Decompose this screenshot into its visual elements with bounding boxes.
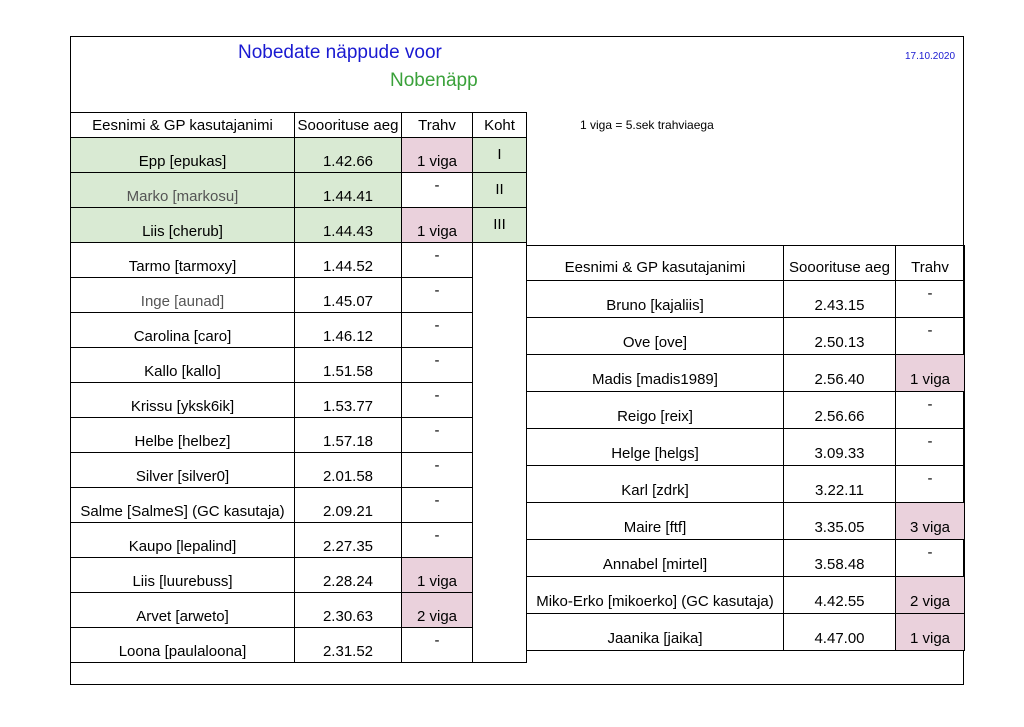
participant-name: Marko [markosu]	[71, 173, 295, 208]
finish-time: 1.51.58	[295, 348, 402, 383]
penalty-value: -	[896, 281, 965, 318]
participant-name: Annabel [mirtel]	[527, 540, 784, 577]
place-value	[473, 278, 527, 313]
column-header-name: Eesnimi & GP kasutajanimi	[527, 246, 784, 281]
participant-name: Epp [epukas]	[71, 138, 295, 173]
finish-time: 1.42.66	[295, 138, 402, 173]
table-row	[527, 577, 965, 614]
participant-name: Loona [paulaloona]	[71, 628, 295, 663]
table-row	[71, 348, 527, 383]
table-header-row	[71, 113, 527, 138]
place-value	[473, 558, 527, 593]
table-row	[71, 208, 527, 243]
table-row	[71, 453, 527, 488]
finish-time: 4.42.55	[784, 577, 896, 614]
table-row	[71, 523, 527, 558]
table-row	[71, 278, 527, 313]
participant-name: Liis [luurebuss]	[71, 558, 295, 593]
place-value	[473, 488, 527, 523]
finish-time: 2.01.58	[295, 453, 402, 488]
penalty-value: -	[402, 453, 473, 488]
results-table-left	[70, 112, 527, 663]
finish-time: 4.47.00	[784, 614, 896, 651]
results-table-right	[526, 245, 965, 651]
column-header-time: Sooorituse aeg	[295, 113, 402, 138]
penalty-value: 1 viga	[896, 614, 965, 651]
penalty-value: 2 viga	[402, 593, 473, 628]
finish-time: 2.56.66	[784, 392, 896, 429]
penalty-value: -	[402, 348, 473, 383]
participant-name: Ove [ove]	[527, 318, 784, 355]
participant-name: Miko-Erko [mikoerko] (GC kasutaja)	[527, 577, 784, 614]
finish-time: 1.44.41	[295, 173, 402, 208]
page-title: Nobedate näppude voor	[238, 42, 442, 63]
table-header-row	[527, 246, 965, 281]
place-value	[473, 313, 527, 348]
column-header-penalty: Trahv	[896, 246, 965, 281]
participant-name: Arvet [arweto]	[71, 593, 295, 628]
penalty-value: -	[896, 540, 965, 577]
participant-name: Karl [zdrk]	[527, 466, 784, 503]
finish-time: 2.09.21	[295, 488, 402, 523]
place-value	[473, 523, 527, 558]
place-value	[473, 348, 527, 383]
table-row	[71, 383, 527, 418]
participant-name: Tarmo [tarmoxy]	[71, 243, 295, 278]
table-row	[71, 313, 527, 348]
table-row	[527, 392, 965, 429]
participant-name: Helbe [helbez]	[71, 418, 295, 453]
finish-time: 2.43.15	[784, 281, 896, 318]
table-row	[527, 614, 965, 651]
page-subtitle: Nobenäpp	[390, 70, 478, 91]
finish-time: 3.09.33	[784, 429, 896, 466]
finish-time: 2.50.13	[784, 318, 896, 355]
penalty-value: 1 viga	[402, 558, 473, 593]
event-date: 17.10.2020	[905, 51, 956, 62]
table-row	[527, 466, 965, 503]
penalty-value: 3 viga	[896, 503, 965, 540]
table-row	[71, 488, 527, 523]
place-value	[473, 418, 527, 453]
penalty-value: -	[402, 173, 473, 208]
penalty-value: -	[402, 488, 473, 523]
penalty-value: 1 viga	[402, 208, 473, 243]
finish-time: 1.44.43	[295, 208, 402, 243]
finish-time: 1.44.52	[295, 243, 402, 278]
table-row	[71, 173, 527, 208]
finish-time: 2.30.63	[295, 593, 402, 628]
participant-name: Jaanika [jaika]	[527, 614, 784, 651]
penalty-value: -	[402, 278, 473, 313]
participant-name: Bruno [kajaliis]	[527, 281, 784, 318]
finish-time: 2.28.24	[295, 558, 402, 593]
penalty-value: -	[402, 523, 473, 558]
table-row	[527, 429, 965, 466]
penalty-value: -	[402, 628, 473, 663]
place-value: II	[473, 173, 527, 208]
participant-name: Kallo [kallo]	[71, 348, 295, 383]
table-row	[527, 540, 965, 577]
column-header-place: Koht	[473, 113, 527, 138]
participant-name: Carolina [caro]	[71, 313, 295, 348]
place-value	[473, 383, 527, 418]
table-row	[71, 628, 527, 663]
finish-time: 1.57.18	[295, 418, 402, 453]
penalty-value: -	[896, 466, 965, 503]
place-value	[473, 243, 527, 278]
finish-time: 3.58.48	[784, 540, 896, 577]
penalty-value: -	[896, 318, 965, 355]
table-row	[71, 243, 527, 278]
table-row	[71, 558, 527, 593]
finish-time: 2.31.52	[295, 628, 402, 663]
finish-time: 2.56.40	[784, 355, 896, 392]
participant-name: Inge [aunad]	[71, 278, 295, 313]
finish-time: 1.45.07	[295, 278, 402, 313]
table-row	[71, 593, 527, 628]
penalty-note: 1 viga = 5.sek trahviaega	[580, 118, 714, 132]
finish-time: 2.27.35	[295, 523, 402, 558]
penalty-value: -	[402, 383, 473, 418]
table-row	[527, 503, 965, 540]
column-header-name: Eesnimi & GP kasutajanimi	[71, 113, 295, 138]
place-value	[473, 453, 527, 488]
participant-name: Liis [cherub]	[71, 208, 295, 243]
participant-name: Krissu [yksk6ik]	[71, 383, 295, 418]
finish-time: 3.22.11	[784, 466, 896, 503]
column-header-penalty: Trahv	[402, 113, 473, 138]
table-row	[71, 418, 527, 453]
finish-time: 1.53.77	[295, 383, 402, 418]
table-row	[527, 318, 965, 355]
place-value	[473, 628, 527, 663]
participant-name: Kaupo [lepalind]	[71, 523, 295, 558]
penalty-value: 2 viga	[896, 577, 965, 614]
participant-name: Salme [SalmeS] (GC kasutaja)	[71, 488, 295, 523]
participant-name: Silver [silver0]	[71, 453, 295, 488]
participant-name: Helge [helgs]	[527, 429, 784, 466]
penalty-value: 1 viga	[896, 355, 965, 392]
penalty-value: -	[402, 313, 473, 348]
participant-name: Maire [ftf]	[527, 503, 784, 540]
penalty-value: -	[402, 418, 473, 453]
column-header-time: Sooorituse aeg	[784, 246, 896, 281]
table-row	[71, 138, 527, 173]
place-value	[473, 593, 527, 628]
participant-name: Madis [madis1989]	[527, 355, 784, 392]
place-value: I	[473, 138, 527, 173]
penalty-value: -	[896, 392, 965, 429]
participant-name: Reigo [reix]	[527, 392, 784, 429]
finish-time: 1.46.12	[295, 313, 402, 348]
table-row	[527, 355, 965, 392]
place-value: III	[473, 208, 527, 243]
finish-time: 3.35.05	[784, 503, 896, 540]
table-row	[527, 281, 965, 318]
penalty-value: -	[402, 243, 473, 278]
penalty-value: 1 viga	[402, 138, 473, 173]
penalty-value: -	[896, 429, 965, 466]
